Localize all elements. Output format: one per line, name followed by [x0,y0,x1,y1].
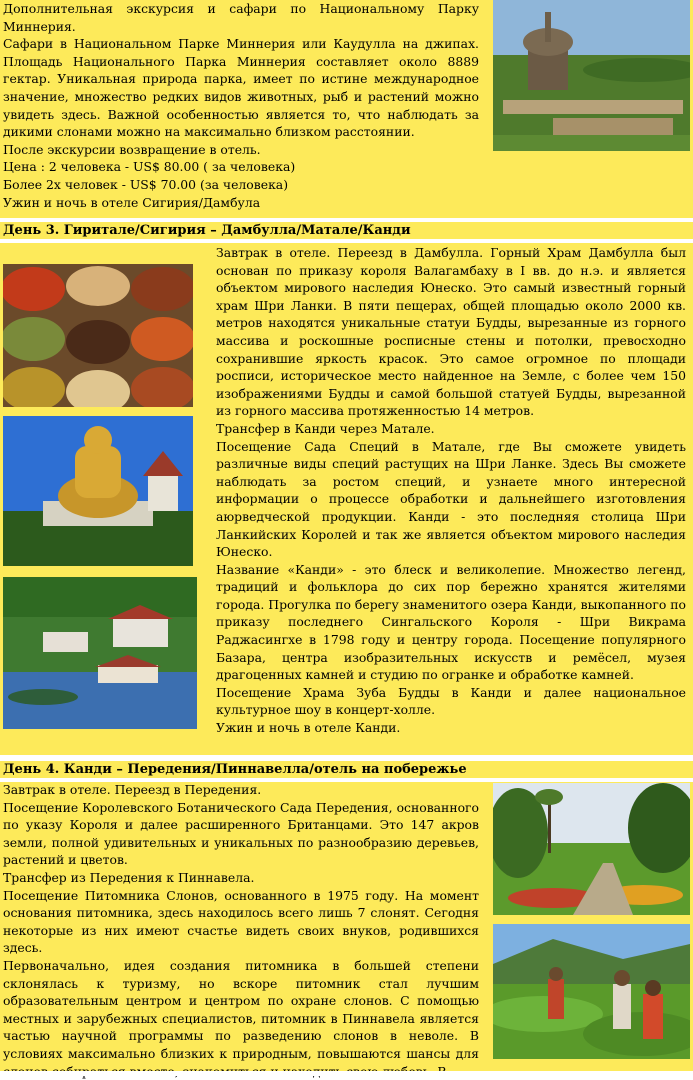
paragraph: Ужин и ночь в отеле Канди. [216,720,401,736]
price-line: Цена : 2 человека - US$ 80.00 ( за человека) [3,159,296,175]
paragraph: Завтрак в отеле. Переезд в Передения. [3,782,262,797]
golden-buddha-photo [3,416,193,566]
day4-text [3,781,479,1080]
day3-text [216,244,686,737]
polonnaruwa-temple-photo [493,0,690,151]
paragraph: Посещение Королевского Ботанического Сада Передения, основанного по указу Короля и далее расширенного Британцами. Это 147 акров земли, полной удивительных и уникальных по разнообразию деревьев, растений и цветов. [3,799,479,868]
day3-heading: День 3. Гиритале/Сигирия – Дамбулла/Матале/Канди [0,220,693,241]
paragraph: Завтрак в отеле. Переезд в Дамбулла. Горный Храм Дамбулла был основан по приказу короля Валагамбаху в I вв. до н.э. и является объектом мирового наследия Юнеско. Это самый известный горный храм Шри Ланки. В пяти пещерах, общей площадью около 2000 кв. метров находятся уникальные статуи Будды, вырезанные из горного массива и роскошные росписные стены и потолки, превосходно сохранившие яркость красок. Это самое огромное по площади росписи, историческое место найденное на Земле, с более чем 150 изображениями Будды и самой большой статуей Будды, вырезанной из горного массива протяженностью 14 метров. [216,245,686,419]
paragraph: Посещение Сада Специй в Матале, где Вы сможете увидеть различные виды специй растущих на Шри Ланке. Здесь Вы сможете наблюдать за ростом специй, и узнаете много интересной информации о процессе обработки и дальнейшего изготовления аюрведческой продукции. Канди - это последняя столица Шри Ланкийских Королей и так же является объектом мирового наследия Юнеско. [216,438,686,560]
bottom-divider [0,1071,693,1076]
paragraph: Первоначально, идея создания питомника в большей степени склонялась к туризму, но вскоре питомник стал лучшим образовательным центром и центром по охране слонов. С помощью местных и зарубежных специалистов, питомник в Пиннавела является частью научной программы по разведению слонов в неволе. В условиях максимально близких к природным, повышаются шансы для [3,957,479,1061]
paragraph: Трансфер из Передения к Пиннавела. [3,869,255,885]
spices-market-photo [3,264,193,407]
paragraph: После экскурсии возвращение в отель. [3,141,261,157]
price-line: Более 2х человек - US$ 70.00 (за человека) [3,176,289,192]
kandy-lake-photo [3,577,197,729]
day4-heading: День 4. Канди – Передения/Пиннавелла/отель на побережье [0,759,693,780]
tea-pickers-photo [493,924,690,1059]
paragraph: Посещение Питомника Слонов, основанного в 1975 году. На момент основания питомника, здесь находилось всего лишь 7 слонят. Сегодня некоторые из них имеют счастье видеть своих внуков, родившихся здесь. [3,887,479,956]
paragraph: Сафари в Национальном Парке Миннерия или Каудулла на джипах. Площадь Национального Парка Миннерия составляет около 8889 гектар. Уникальная природа парка, имеет по истине международное значение, множество редких видов животных, рыб и растений можно увидеть здесь. Важной особенностью является то, что наблюдать за дикими слонами можно на максимально близком расстоянии. [3,36,479,140]
day2-text [3,0,479,211]
paragraph: Посещение Храма Зуба Будды в Канди и далее национальное культурное шоу в концерт-холле. [216,684,686,718]
paragraph: Дополнительная экскурсия и сафари по Национальному Парку Миннерия. [3,1,479,34]
paragraph: Название «Канди» - это блеск и великолепие. Множество легенд, традиций и фольклора до сих пор бережно хранятся жителями города. Прогулка по берегу знаменитого озера Канди, выкопанного по приказу последнего Сингальского Короля - Шри Викрама Раджасингхе в 1798 году и центру города. Посещение популярного Базара, центра изобразительных искусств и ремёсел, музея драгоценных камней и студию по огранке и обработке камней. [216,561,686,683]
paragraph: Ужин и ночь в отеле Сигирия/Дамбула [3,194,261,210]
botanical-garden-photo [493,783,690,915]
paragraph: Трансфер в Канди через Матале. [216,420,435,436]
